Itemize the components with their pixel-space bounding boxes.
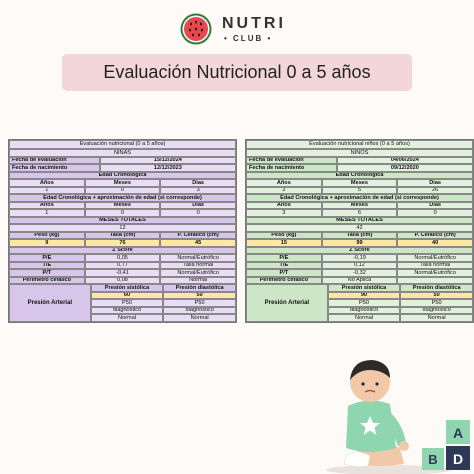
birth-date-value: 12/12/2023 xyxy=(100,164,236,172)
diastolic-diag-label: diagnóstico xyxy=(400,307,473,315)
table-group: NIÑAS xyxy=(9,149,236,157)
col-years: Años xyxy=(9,179,85,187)
col-months: Meses xyxy=(85,202,161,210)
diastolic-value: 50 xyxy=(400,292,473,300)
birth-date-label: Fecha de nacimiento xyxy=(9,164,100,172)
col-years: Años xyxy=(9,202,85,210)
systolic-value: 60 xyxy=(91,292,164,300)
zscore-key: P/E xyxy=(9,254,85,262)
chrono-months: 0 xyxy=(85,187,161,195)
col-head: P. Cefálico (cm) xyxy=(160,232,236,240)
table-group: NIÑOS xyxy=(246,149,473,157)
total-months: 42 xyxy=(246,224,473,232)
blood-pressure-block xyxy=(9,284,236,322)
col-days: Dias xyxy=(397,202,473,210)
col-weight: Peso (kg) xyxy=(9,232,85,240)
chrono-days: 26 xyxy=(397,187,473,195)
height-value: 99 xyxy=(322,239,398,247)
approx-title: Edad Cronológica + aproximación de edad (si corresponde) xyxy=(246,194,473,202)
zscore-value: -0,41 xyxy=(85,269,161,277)
zscore-key: T/E xyxy=(9,262,85,270)
chrono-years: 3 xyxy=(246,187,322,195)
pressure-label: Presión Arterial xyxy=(246,284,328,322)
diastolic-percentile: P50 xyxy=(400,299,473,307)
systolic-label: Presión sistólica xyxy=(328,284,401,292)
col-months: Meses xyxy=(85,179,161,187)
col-months: Meses xyxy=(322,179,398,187)
diastolic-diagnosis: Normal xyxy=(400,314,473,322)
brand-logo xyxy=(180,13,300,45)
zscore-value: 0,05 xyxy=(85,254,161,262)
title-banner xyxy=(62,54,412,91)
diastolic-label: Presión diastólica xyxy=(163,284,236,292)
col-head: P. Cefálico (cm) xyxy=(397,232,473,240)
blood-pressure-block xyxy=(246,284,473,322)
eval-date-label: Fecha de evaluación xyxy=(9,157,100,165)
child-illustration xyxy=(318,352,474,474)
systolic-diag-label: diagnóstico xyxy=(91,307,164,315)
zscore-title: Z Score xyxy=(9,247,236,255)
pressure-label: Presión Arterial xyxy=(9,284,91,322)
diastolic-diag-label: diagnóstico xyxy=(163,307,236,315)
zscore-key: T/E xyxy=(246,262,322,270)
zscore-diagnosis: Talla normal xyxy=(397,262,473,270)
zscore-value: 0,08 xyxy=(85,277,161,285)
systolic-label: Presión sistólica xyxy=(91,284,164,292)
chrono-days: 3 xyxy=(160,187,236,195)
approx-months: 6 xyxy=(322,209,398,217)
zscore-diagnosis xyxy=(397,277,473,285)
systolic-value: 90 xyxy=(328,292,401,300)
col-height: Talla (cm) xyxy=(85,232,161,240)
block-d: D xyxy=(452,451,464,467)
approx-years: 3 xyxy=(246,209,322,217)
table-heading: Evaluación nutricional niños (0 a 5 años) xyxy=(246,140,473,149)
birth-date-label: Fecha de nacimiento xyxy=(246,164,337,172)
zscore-title: Z Score xyxy=(246,247,473,255)
brand-sub: • CLUB • xyxy=(224,34,273,43)
zscore-diagnosis: Talla normal xyxy=(160,262,236,270)
eval-date-value: 04/06/2024 xyxy=(337,157,473,165)
approx-days: 0 xyxy=(397,209,473,217)
approx-years: 1 xyxy=(9,209,85,217)
approx-months: 0 xyxy=(85,209,161,217)
height-value: 76 xyxy=(85,239,161,247)
eval-date-label: Fecha de evaluación xyxy=(246,157,337,165)
zscore-key: Perimetro cefálico xyxy=(246,277,322,285)
zscore-diagnosis: Normal/Eutrófico xyxy=(397,254,473,262)
col-height: Talla (cm) xyxy=(322,232,398,240)
systolic-percentile: P50 xyxy=(91,299,164,307)
eval-date-value: 15/12/2024 xyxy=(100,157,236,165)
block-a: A xyxy=(452,425,464,441)
chrono-years: 1 xyxy=(9,187,85,195)
zscore-value: -0,32 xyxy=(322,269,398,277)
systolic-diag-label: diagnóstico xyxy=(328,307,401,315)
diastolic-value: 50 xyxy=(163,292,236,300)
chrono-title: Edad Cronológica xyxy=(246,172,473,180)
diastolic-percentile: P50 xyxy=(163,299,236,307)
col-days: Dias xyxy=(397,179,473,187)
page-title: Evaluación Nutricional 0 a 5 años xyxy=(103,62,371,82)
total-title: MESES TOTALES xyxy=(9,217,236,225)
col-days: Dias xyxy=(160,179,236,187)
zscore-diagnosis: Normal/Eutrófico xyxy=(160,269,236,277)
approx-title: Edad Cronológica + aproximación de edad (si corresponde) xyxy=(9,194,236,202)
approx-days: 0 xyxy=(160,209,236,217)
brand-name: NUTRI xyxy=(222,15,286,32)
zscore-diagnosis: Normal/Eutrófico xyxy=(160,254,236,262)
head-value: 45 xyxy=(160,239,236,247)
zscore-key: P/E xyxy=(246,254,322,262)
watermelon-icon xyxy=(180,13,212,45)
diastolic-label: Presión diastólica xyxy=(400,284,473,292)
zscore-value: 0,77 xyxy=(85,262,161,270)
systolic-diagnosis: Normal xyxy=(91,314,164,322)
col-days: Dias xyxy=(160,202,236,210)
chrono-months: 5 xyxy=(322,187,398,195)
zscore-key: P/T xyxy=(246,269,322,277)
total-months: 12 xyxy=(9,224,236,232)
chrono-title: Edad Cronológica xyxy=(9,172,236,180)
zscore-value: No Aplica xyxy=(322,277,398,285)
zscore-value: 0,12 xyxy=(322,262,398,270)
zscore-key: Perimetro cefálico xyxy=(9,277,85,285)
col-years: Años xyxy=(246,179,322,187)
boys-evaluation-table xyxy=(245,139,474,323)
zscore-diagnosis: Normal/Eutrófico xyxy=(397,269,473,277)
zscore-key: P/T xyxy=(9,269,85,277)
block-b: B xyxy=(428,452,438,467)
systolic-diagnosis: Normal xyxy=(328,314,401,322)
birth-date-value: 09/12/2020 xyxy=(337,164,473,172)
table-heading: Evaluación nutricional (0 a 5 años) xyxy=(9,140,236,149)
col-years: Años xyxy=(246,202,322,210)
diastolic-diagnosis: Normal xyxy=(163,314,236,322)
weight-value: 9 xyxy=(9,239,85,247)
col-weight: Peso (kg) xyxy=(246,232,322,240)
head-value: 40 xyxy=(397,239,473,247)
zscore-diagnosis: Normal xyxy=(160,277,236,285)
systolic-percentile: P50 xyxy=(328,299,401,307)
girls-evaluation-table xyxy=(8,139,237,323)
total-title: MESES TOTALES xyxy=(246,217,473,225)
col-months: Meses xyxy=(322,202,398,210)
zscore-value: -0,19 xyxy=(322,254,398,262)
weight-value: 15 xyxy=(246,239,322,247)
